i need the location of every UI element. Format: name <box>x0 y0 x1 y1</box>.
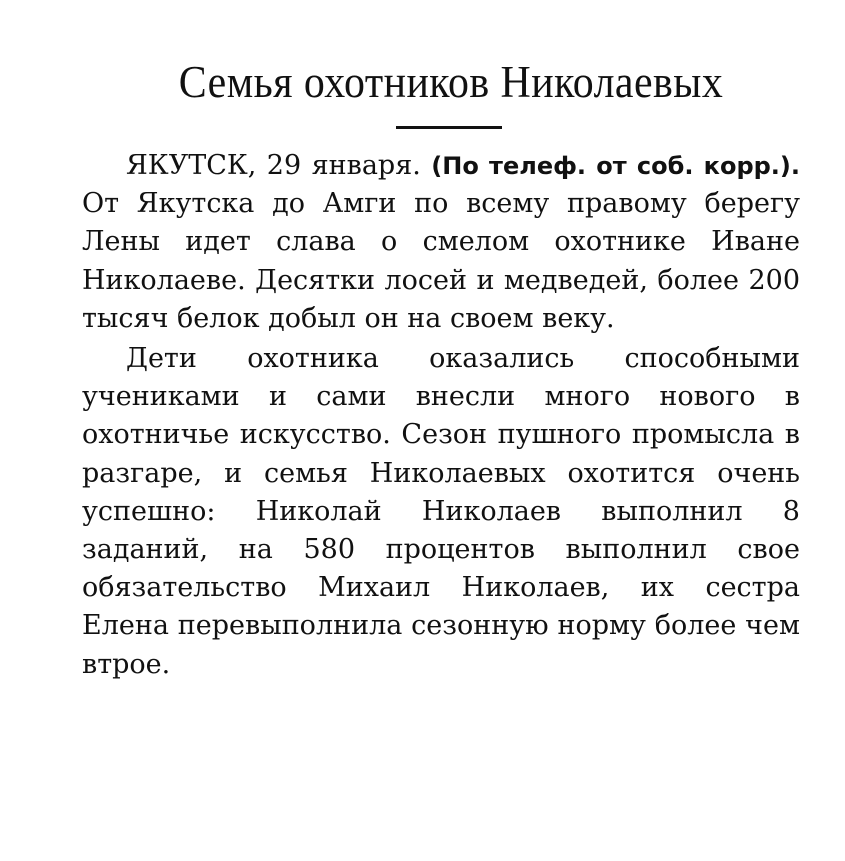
article-body <box>82 147 800 684</box>
dateline: ЯКУТСК, 29 января. <box>126 150 421 181</box>
source-credit: (По телеф. от соб. корр.). <box>431 152 801 180</box>
paragraph-1-text: От Якутска до Амги по всему правому берегу Лены идет слава о смелом охотнике Иване Николаеве. Десятки лосей и медведей, более 200 тысяч белок добыл он на своем веку. <box>82 188 800 334</box>
paragraph-1 <box>82 147 800 338</box>
article-headline: Семья охотников Николаевых <box>178 57 724 107</box>
newspaper-article <box>82 52 800 684</box>
headline-divider <box>396 126 502 129</box>
paragraph-2: Дети охотника оказались способными учениками и сами внесли много нового в охотничье искусство. Сезон пушного промысла в разгаре, и семья Николаевых охотится очень успешно: Николай Николаев выполнил 8 заданий, на 580 процентов выполнил свое обязательство Михаил Николаев, их сестра Елена перевыполнила сезонную норму более чем втрое. <box>82 343 800 680</box>
